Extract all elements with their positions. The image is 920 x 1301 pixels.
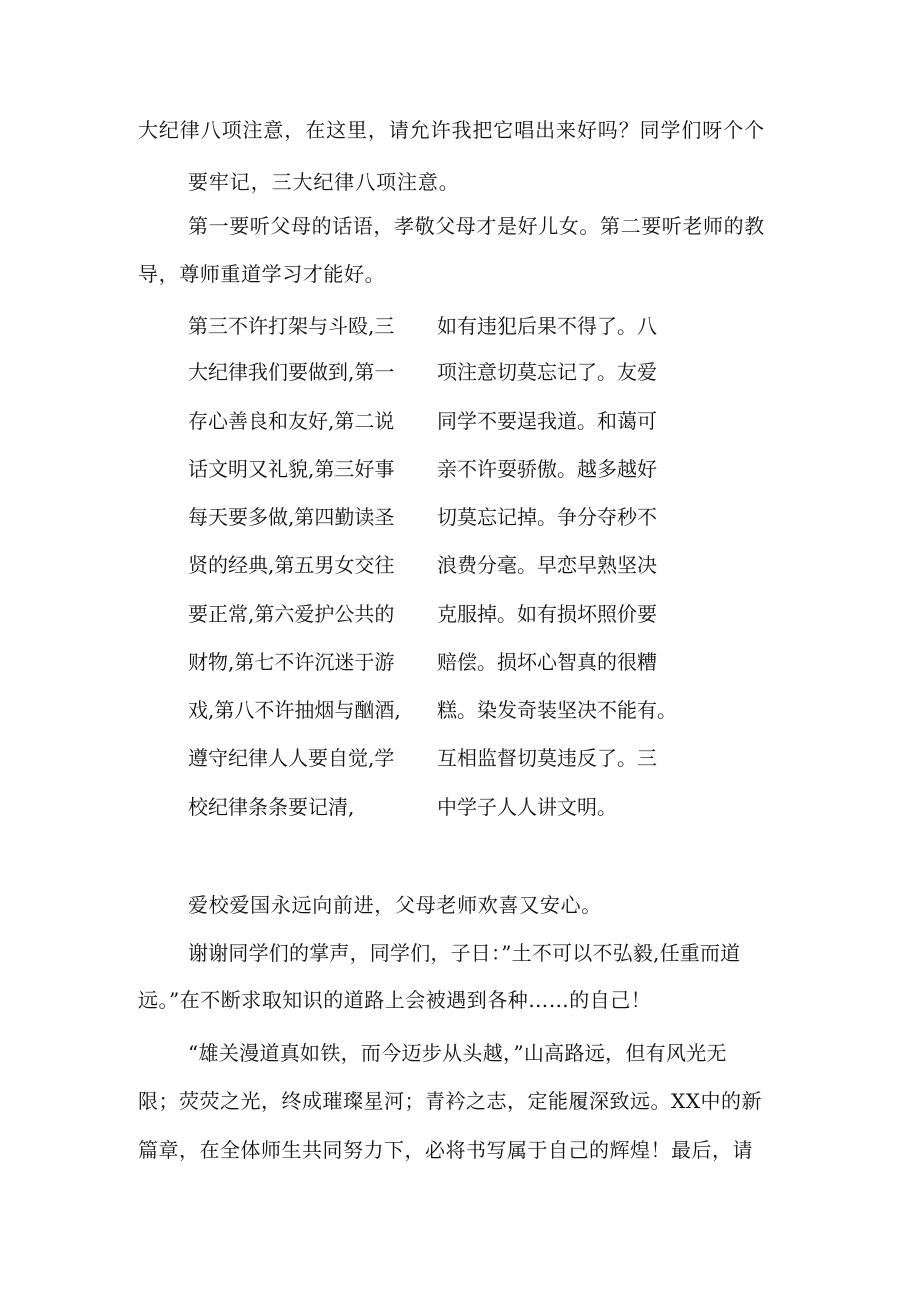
closing-line-4: “雄关漫道真如铁，而今迈步从头越，”山高路远，但有风光无 [188,1041,727,1065]
lyric-line: 每天要多做,第四勤读圣 [188,505,395,529]
rules-line-2: 导，尊师重道学习才能好。 [138,262,386,286]
lyric-line: 亲不许耍骄傲。越多越好 [437,457,657,481]
lyric-line: 如有违犯后果不得了。八 [437,314,657,338]
lyric-line: 遵守纪律人人要自觉,学 [188,746,395,770]
intro-line-1: 大纪律八项注意，在这里，请允许我把它唱出来好吗？同学们呀个个 [138,118,765,142]
lyric-line: 贤的经典,第五男女交往 [188,553,395,577]
lyric-line: 克服掉。如有损坏照价要 [437,602,657,626]
lyric-line: 互相监督切莫违反了。三 [437,746,657,770]
lyric-line: 切莫忘记掉。争分夺秒不 [437,505,657,529]
lyric-line: 项注意切莫忘记了。友爱 [437,360,657,384]
lyric-line: 校纪律条条要记清, [188,795,355,819]
lyric-line: 同学不要逞我道。和蔼可 [437,409,657,433]
lyric-line: 戏,第八不许抽烟与酗酒, [188,698,401,722]
lyric-line: 财物,第七不许沉迷于游 [188,650,395,674]
closing-line-1: 爱校爱国永远向前进，父母老师欢喜又安心。 [188,893,602,917]
lyric-line: 大纪律我们要做到,第一 [188,360,395,384]
closing-line-6: 篇章，在全体师生共同努力下，必将书写属于自己的辉煌！最后，请 [138,1138,753,1162]
lyric-line: 要正常,第六爱护公共的 [188,602,395,626]
closing-line-3: 远。”在不断求取知识的道路上会被遇到各种……的自己！ [138,988,652,1012]
lyric-line: 中学子人人讲文明。 [437,795,617,819]
closing-line-2: 谢谢同学们的掌声，同学们，子日：”土不可以不弘毅,任重而道 [188,941,741,965]
closing-line-5: 限；荧荧之光，终成璀璨星河；青衿之志，定能履深致远。XX中的新 [138,1089,762,1113]
intro-line-2: 要牢记，三大纪律八项注意。 [188,170,460,194]
lyric-line: 赔偿。损坏心智真的很糟 [437,650,657,674]
lyric-line: 浪费分毫。早恋早熟坚决 [437,553,657,577]
lyric-line: 第三不许打架与斗殴,三 [188,314,395,338]
lyric-line: 话文明又礼貌,第三好事 [188,457,395,481]
lyrics-left-column [188,313,420,833]
lyrics-right-column [437,313,677,833]
rules-line-1: 第一要听父母的话语，孝敬父母才是好儿女。第二要听老师的教 [188,214,765,238]
lyric-line: 存心善良和友好,第二说 [188,409,395,433]
lyric-line: 糕。染发奇装坚决不能有。 [437,698,677,722]
